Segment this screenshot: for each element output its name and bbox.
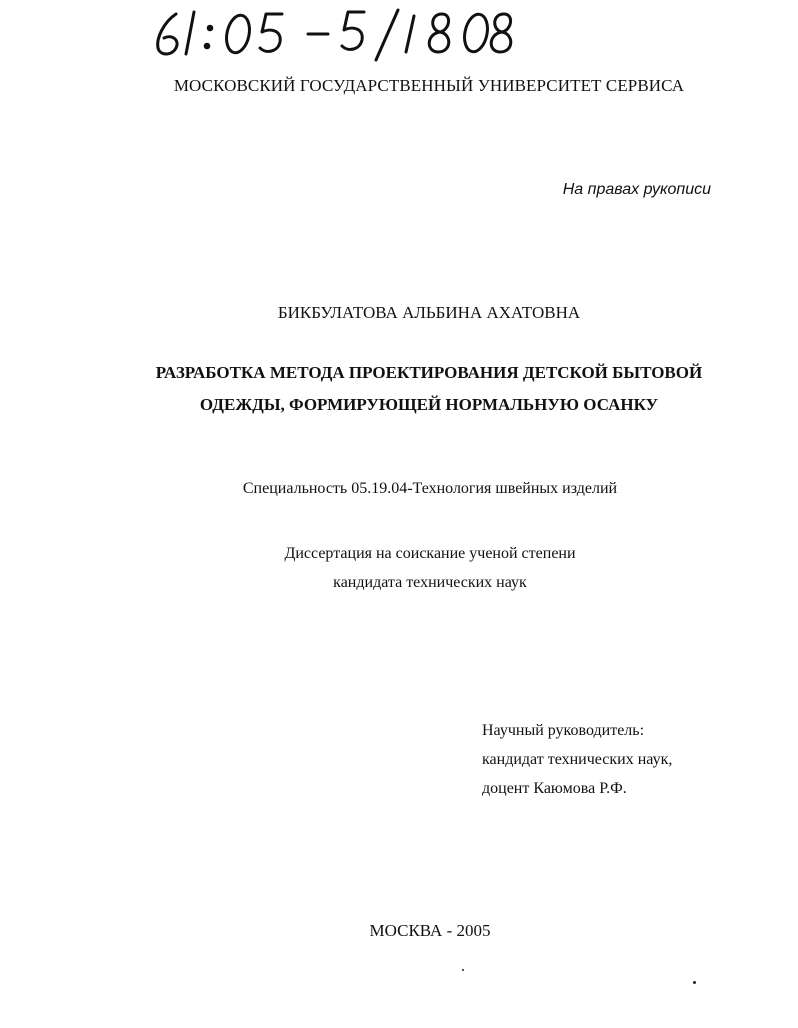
scan-speck bbox=[693, 981, 696, 984]
dissertation-title bbox=[0, 357, 798, 421]
supervisor-line-2: кандидат технических наук, bbox=[482, 751, 673, 768]
author-name: БИКБУЛАТОВА АЛЬБИНА АХАТОВНА bbox=[277, 303, 581, 322]
city-year: МОСКВА - 2005 bbox=[369, 921, 491, 940]
degree-line-1: Диссертация на соискание ученой степени bbox=[284, 545, 576, 562]
specialty: Специальность 05.19.04-Технология швейных изделий bbox=[242, 480, 618, 497]
university-name: МОСКОВСКИЙ ГОСУДАРСТВЕННЫЙ УНИВЕРСИТЕТ СЕРВИСА bbox=[173, 76, 685, 95]
title-line-1: РАЗРАБОТКА МЕТОДА ПРОЕКТИРОВАНИЯ ДЕТСКОЙ БЫТОВОЙ bbox=[155, 363, 703, 382]
supervisor-block bbox=[482, 716, 672, 803]
degree-line-2: кандидата технических наук bbox=[333, 574, 527, 591]
handwritten-archive-number bbox=[150, 4, 520, 62]
title-line-2: ОДЕЖДЫ, ФОРМИРУЮЩЕЙ НОРМАЛЬНУЮ ОСАНКУ bbox=[199, 395, 659, 414]
degree-statement bbox=[0, 539, 798, 597]
supervisor-line-3: доцент Каюмова Р.Ф. bbox=[482, 780, 627, 797]
supervisor-line-1: Научный руководитель: bbox=[482, 722, 645, 739]
manuscript-note: На правах рукописи bbox=[562, 181, 711, 198]
scan-speck bbox=[462, 969, 464, 971]
handwritten-number-drawing bbox=[150, 4, 520, 62]
